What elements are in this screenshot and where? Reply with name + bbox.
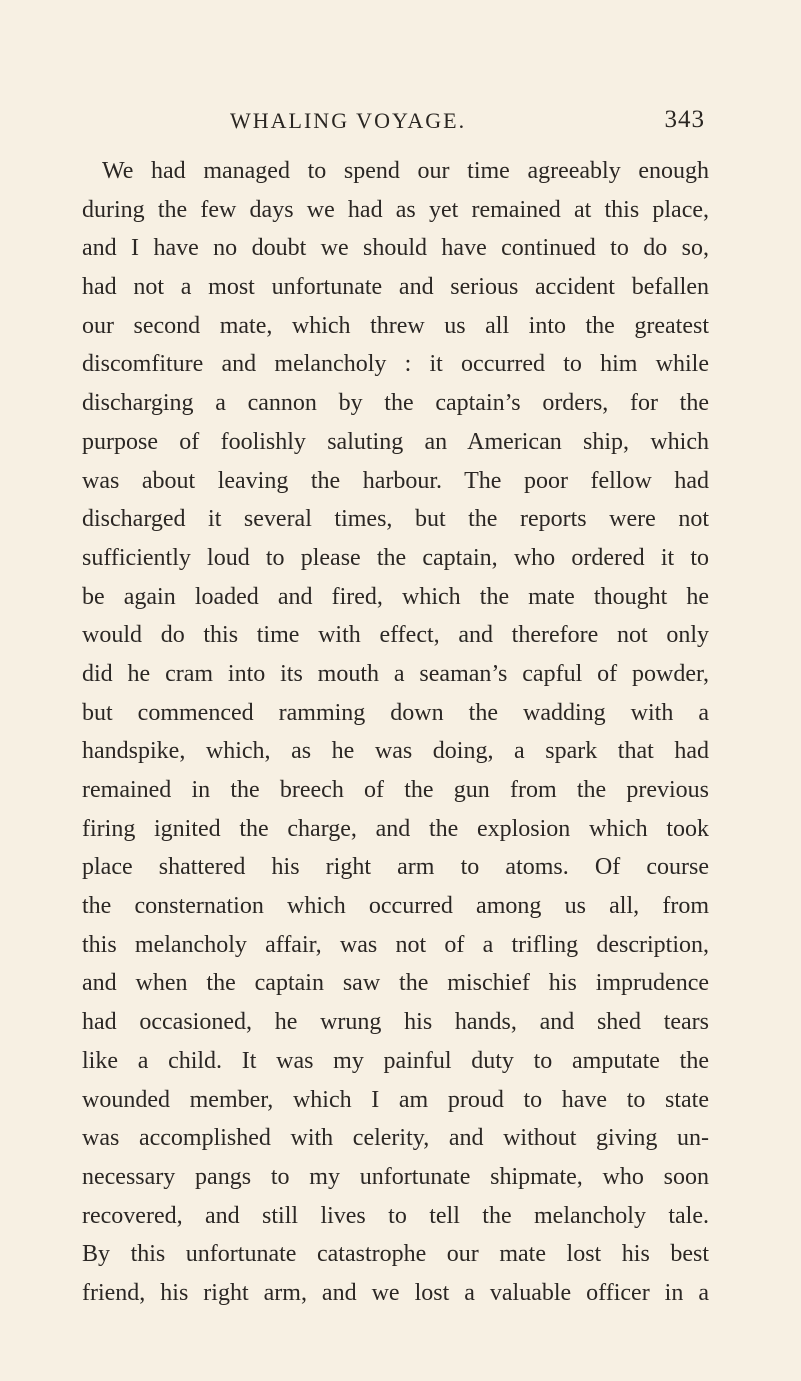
text-line: remained in the breech of the gun from the previous [82,777,709,803]
text-line: and I have no doubt we should have continued to do so, [82,235,709,262]
text-line: this melancholy affair, was not of a trifling description, [82,931,709,958]
running-title: WHALING VOYAGE. [230,108,467,133]
text-line: had occasioned, he wrung his hands, and shed tears [82,1009,709,1036]
text-line: was accomplished with celerity, and without giving un- [82,1125,709,1152]
text-line: discharged it several times, but the reports were not [82,506,709,533]
text-line: discharging a cannon by the captain’s orders, for the [82,390,709,417]
text-line: purpose of foolishly saluting an American ship, which [82,428,709,455]
text-line: By this unfortunate catastrophe our mate lost his best [82,1241,709,1268]
body-paragraph [82,152,709,1313]
text-line: had not a most unfortunate and serious accident befallen [82,274,709,301]
text-line: would do this time with effect, and therefore not only [82,622,709,649]
text-line: our second mate, which threw us all into the greatest [82,312,709,339]
text-line: and when the captain saw the mischief his imprudence [82,970,709,997]
text-line: place shattered his right arm to atoms. Of course [82,854,709,881]
text-line: but commenced ramming down the wadding with a [82,699,709,726]
text-line: was about leaving the harbour. The poor fellow had [82,467,709,494]
text-line: like a child. It was my painful duty to amputate the [82,1047,709,1074]
text-line: firing ignited the charge, and the explosion which took [82,815,709,842]
running-head [85,108,705,142]
text-line: handspike, which, as he was doing, a spark that had [82,738,709,765]
text-line: necessary pangs to my unfortunate shipmate, who soon [82,1163,709,1190]
text-line: be again loaded and fired, which the mate thought he [82,583,709,610]
text-line: We had managed to spend our time agreeably enough [102,158,709,184]
text-line: sufficiently loud to please the captain, who ordered it to [82,544,709,571]
text-line: during the few days we had as yet remained at this place, [82,196,709,223]
text-line: wounded member, which I am proud to have to state [82,1086,709,1113]
text-line: friend, his right arm, and we lost a valuable officer in a [82,1279,709,1306]
text-line: the consternation which occurred among us all, from [82,893,709,920]
text-line: discomfiture and melancholy : it occurred to him while [82,351,709,378]
text-line: recovered, and still lives to tell the melancholy tale. [82,1202,709,1229]
text-line: did he cram into its mouth a seaman’s capful of powder, [82,660,709,687]
page-number: 343 [664,106,705,133]
